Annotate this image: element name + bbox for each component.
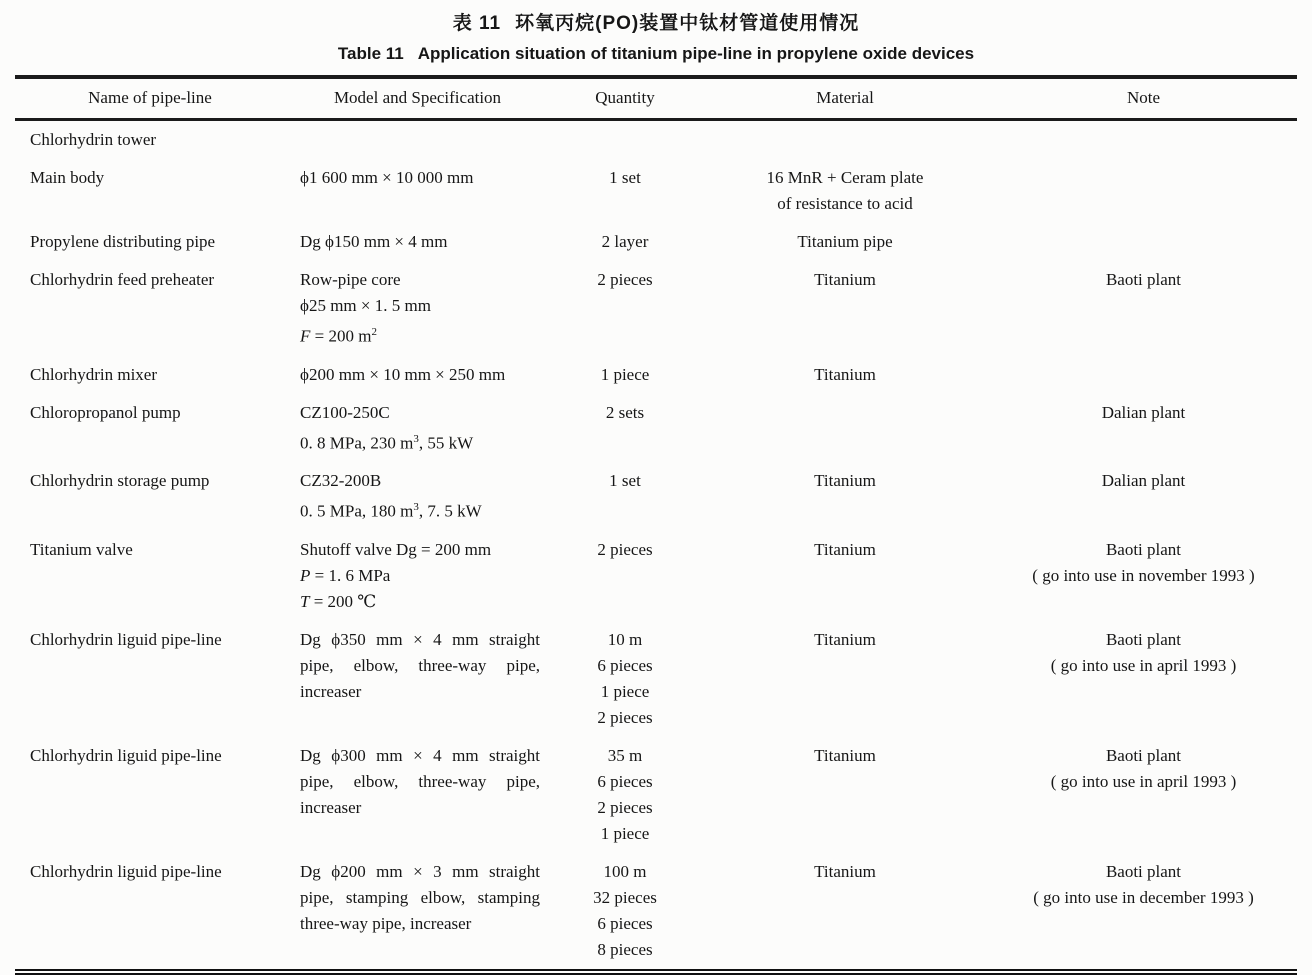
cell-model-specification — [285, 621, 550, 737]
cell-material — [700, 356, 990, 394]
cell-line: Titanium — [814, 629, 876, 649]
cell-pipeline-name — [15, 223, 285, 261]
cell-line: T = 200 ℃ — [300, 591, 377, 611]
cell-quantity — [550, 159, 700, 223]
cell-line: 35 m — [607, 745, 643, 765]
cell-pipeline-name — [15, 621, 285, 737]
cell-line: Chlorhydrin tower — [30, 130, 157, 149]
cell-line: 6 pieces — [597, 655, 653, 675]
cell-line: ϕ200 mm × 10 mm × 250 mm — [300, 364, 506, 384]
cell-line: Titanium pipe — [797, 232, 893, 251]
cell-pipeline-name — [15, 356, 285, 394]
cell-material — [700, 737, 990, 853]
cell-line: Chlorhydrin liguid pipe-line — [30, 629, 222, 649]
cell-line: Chlorhydrin feed preheater — [30, 270, 215, 289]
table-row — [15, 621, 1297, 737]
table-row — [15, 223, 1297, 261]
cell-line: Titanium — [814, 471, 876, 491]
cell-quantity — [550, 394, 700, 463]
cell-quantity — [550, 853, 700, 972]
column-header-note: Note — [990, 77, 1297, 120]
cell-line: Chlorhydrin storage pump — [30, 471, 210, 491]
table-row — [15, 261, 1297, 356]
table-caption-zh-label: 表 11 — [452, 13, 502, 34]
cell-line: ( go into use in april 1993 ) — [1050, 655, 1237, 675]
cell-line: ( go into use in april 1993 ) — [1050, 771, 1237, 791]
cell-quantity — [550, 120, 700, 160]
cell-line: 2 pieces — [597, 797, 653, 817]
table-row — [15, 531, 1297, 621]
table-caption-en-label: Table 11 — [337, 44, 404, 63]
column-header-name: Name of pipe-line — [15, 77, 285, 120]
cell-model-specification — [285, 853, 550, 972]
cell-pipeline-name — [15, 737, 285, 853]
cell-model-specification — [285, 159, 550, 223]
cell-note — [990, 394, 1297, 463]
cell-quantity — [550, 223, 700, 261]
cell-note — [990, 462, 1297, 531]
cell-note — [990, 120, 1297, 160]
cell-material — [700, 621, 990, 737]
cell-pipeline-name — [15, 531, 285, 621]
cell-model-specification — [285, 531, 550, 621]
cell-note — [990, 853, 1297, 972]
cell-pipeline-name — [15, 120, 285, 160]
cell-line: Titanium valve — [30, 539, 133, 559]
table-caption-zh — [15, 8, 1297, 35]
cell-line: Dalian plant — [1101, 402, 1186, 422]
cell-line: 100 m — [603, 861, 647, 881]
cell-line: CZ100-250C — [300, 402, 390, 422]
column-header-material: Material — [700, 77, 990, 120]
cell-line: F = 200 $m^2$ — [300, 326, 377, 346]
cell-line: 1 set — [609, 168, 641, 187]
cell-model-specification — [285, 356, 550, 394]
cell-pipeline-name — [15, 462, 285, 531]
cell-line: 2 sets — [605, 402, 645, 422]
cell-material — [700, 223, 990, 261]
cell-pipeline-name — [15, 159, 285, 223]
cell-material — [700, 531, 990, 621]
table-header-row — [15, 77, 1297, 120]
cell-line: 10 m — [607, 629, 643, 649]
cell-material — [700, 394, 990, 463]
pipeline-table — [15, 75, 1297, 975]
cell-line: Titanium — [814, 861, 876, 881]
cell-line: Titanium — [814, 364, 876, 384]
cell-line: 6 pieces — [597, 771, 653, 791]
cell-line: Chlorhydrin liguid pipe-line — [30, 745, 222, 765]
cell-note — [990, 621, 1297, 737]
cell-material — [700, 261, 990, 356]
cell-note — [990, 531, 1297, 621]
cell-pipeline-name — [15, 394, 285, 463]
cell-note — [990, 356, 1297, 394]
cell-line: Baoti plant — [1105, 745, 1182, 765]
cell-note — [990, 261, 1297, 356]
cell-line: 0. 5 MPa, 180 $m^3$, 7. 5 kW — [300, 501, 482, 521]
cell-line: Chlorhydrin mixer — [30, 364, 158, 384]
cell-model-specification — [285, 394, 550, 463]
cell-line: of resistance to acid — [777, 194, 913, 213]
cell-material — [700, 120, 990, 160]
cell-line: ( go into use in december 1993 ) — [1033, 887, 1254, 907]
cell-quantity — [550, 261, 700, 356]
cell-pipeline-name — [15, 261, 285, 356]
cell-line: Titanium — [814, 745, 876, 765]
cell-line: CZ32-200B — [300, 471, 382, 491]
cell-line: Dg ϕ150 mm × 4 mm — [300, 232, 448, 251]
table-body — [15, 120, 1297, 972]
table-header — [15, 77, 1297, 120]
cell-line: ϕ25 mm × 1. 5 mm — [300, 296, 431, 315]
cell-model-specification — [285, 261, 550, 356]
cell-line: 8 pieces — [597, 939, 653, 959]
cell-quantity — [550, 356, 700, 394]
cell-line: Chloropropanol pump — [30, 402, 181, 422]
cell-line: P = 1. 6 MPa — [300, 565, 391, 585]
table-row — [15, 356, 1297, 394]
cell-quantity — [550, 531, 700, 621]
cell-line: Chlorhydrin liguid pipe-line — [30, 861, 222, 881]
table-row — [15, 462, 1297, 531]
table-row — [15, 394, 1297, 463]
table-row — [15, 120, 1297, 160]
cell-line: Baoti plant — [1105, 861, 1182, 881]
cell-line: Baoti plant — [1105, 539, 1182, 559]
cell-model-specification — [285, 737, 550, 853]
cell-line: Dg ϕ200 mm × 3 mm straight pipe, stamping elbow, stamping three-way pipe, increaser — [300, 861, 540, 933]
cell-material — [700, 159, 990, 223]
cell-pipeline-name — [15, 853, 285, 972]
cell-model-specification — [285, 462, 550, 531]
cell-quantity — [550, 462, 700, 531]
cell-line: 16 MnR + Ceram plate — [766, 168, 924, 187]
cell-material — [700, 853, 990, 972]
cell-line: 32 pieces — [593, 887, 657, 907]
table-row — [15, 737, 1297, 853]
cell-line: Dg ϕ350 mm × 4 mm straight pipe, elbow, three-way pipe, increaser — [300, 629, 540, 701]
cell-line: Titanium — [814, 270, 876, 289]
cell-model-specification — [285, 223, 550, 261]
cell-line: Shutoff valve Dg = 200 mm — [300, 539, 492, 559]
cell-line: Titanium — [814, 539, 876, 559]
table-row — [15, 159, 1297, 223]
table-caption-zh-text: 环氧丙烷(PO)装置中钛材管道使用情况 — [515, 13, 860, 34]
cell-line: Main body — [30, 168, 105, 187]
cell-line: Row-pipe core — [300, 270, 401, 289]
cell-line: ϕ1 600 mm × 10 000 mm — [300, 168, 474, 187]
cell-note — [990, 159, 1297, 223]
cell-note — [990, 737, 1297, 853]
cell-line: Dalian plant — [1101, 471, 1186, 491]
cell-line: 1 piece — [600, 823, 650, 843]
cell-material — [700, 462, 990, 531]
cell-line: ( go into use in november 1993 ) — [1032, 565, 1255, 585]
cell-line: 1 set — [609, 471, 641, 491]
cell-line: 2 pieces — [597, 539, 653, 559]
cell-line: Dg ϕ300 mm × 4 mm straight pipe, elbow, three-way pipe, increaser — [300, 745, 540, 817]
cell-line: 2 layer — [601, 232, 649, 251]
table-row — [15, 853, 1297, 972]
cell-line: 1 piece — [600, 681, 650, 701]
table-caption-en — [15, 44, 1297, 64]
cell-line: 2 pieces — [597, 707, 653, 727]
cell-line: 0. 8 MPa, 230 $m^3$, 55 kW — [300, 432, 474, 453]
cell-quantity — [550, 621, 700, 737]
column-header-model: Model and Specification — [285, 77, 550, 120]
cell-model-specification — [285, 120, 550, 160]
cell-line: 2 pieces — [597, 270, 653, 289]
cell-line: Propylene distributing pipe — [30, 232, 216, 251]
cell-line: Baoti plant — [1105, 270, 1182, 289]
cell-line: 1 piece — [600, 364, 650, 384]
cell-line: Baoti plant — [1105, 629, 1182, 649]
cell-quantity — [550, 737, 700, 853]
table-caption-en-text: Application situation of titanium pipe-line in propylene oxide devices — [417, 44, 975, 63]
cell-line: 6 pieces — [597, 913, 653, 933]
column-header-quantity: Quantity — [550, 77, 700, 120]
cell-note — [990, 223, 1297, 261]
